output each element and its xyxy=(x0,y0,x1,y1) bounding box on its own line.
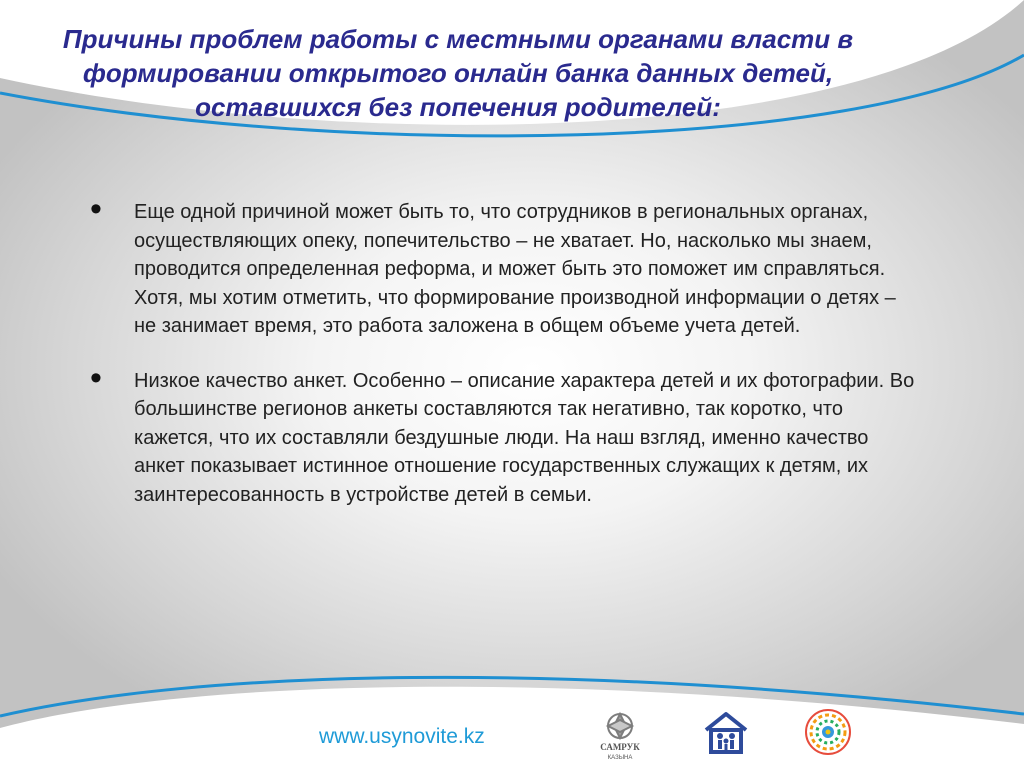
kazyna-text: КАЗЫНА xyxy=(607,755,633,761)
bullet-text: Низкое качество анкет. Особенно – описание характера детей и их фотографии. Во большинстве регионов анкеты составляются так негативно, так коротко, что кажется, что их составляли бездушные люди. На наш взгляд, именно качество анкет показывает истинное отношение государственных служащих к детям, их заинтересованность в устройстве детей в семьи. xyxy=(134,369,915,506)
list-item xyxy=(90,190,920,341)
bullet-icon: • xyxy=(90,358,102,397)
bullet-icon: • xyxy=(90,190,102,228)
bullet-list xyxy=(90,190,920,535)
colorful-emblem-logo xyxy=(804,708,852,756)
footer-url-link[interactable]: www.usynovite.kz xyxy=(319,725,485,748)
samruk-kazyna-logo xyxy=(598,706,642,762)
list-item xyxy=(90,358,920,510)
bullet-text: Еще одной причиной может быть то, что сотрудников в региональных органах, осуществляющих опеку, попечительство – не хватает. Но, насколько мы знаем, проводится определенная реформа, и может быть это поможет им справляться. Хотя, мы хотим отметить, что формирование производной информации о детях – не занимает время, это работа заложена в общем объеме учета детей. xyxy=(134,201,896,337)
samruk-text: САМРУК xyxy=(600,742,640,752)
slide-title: Причины проблем работы с местными органами власти в формировании открытого онлайн банка данных детей, оставшихся без попечения родителей: xyxy=(62,24,854,122)
family-house-logo xyxy=(702,710,750,756)
